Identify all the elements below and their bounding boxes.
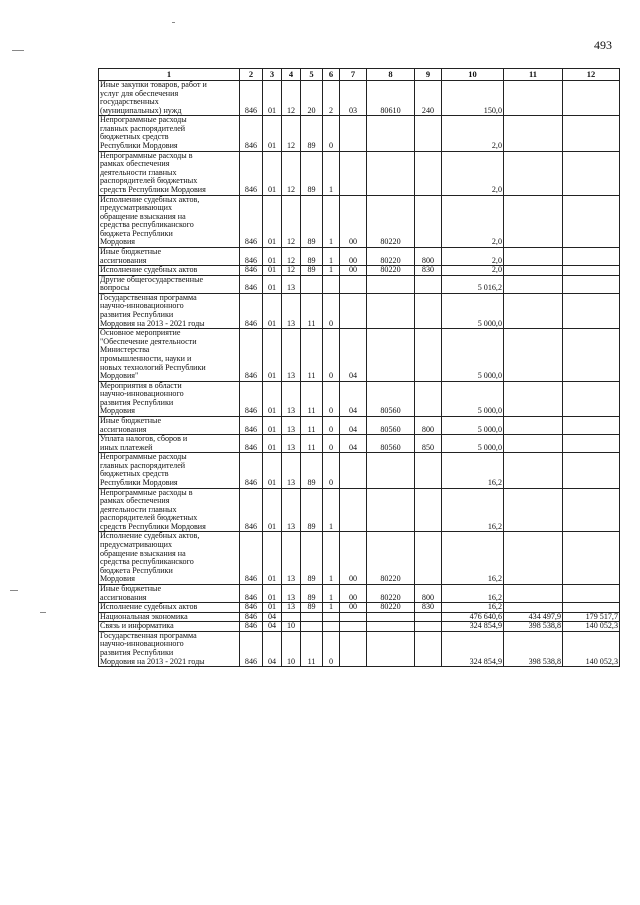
code-cell: 0 <box>323 116 340 151</box>
column-header: 4 <box>282 69 301 81</box>
row-name: Другие общегосударственные вопросы <box>99 275 240 293</box>
code-cell <box>282 612 301 622</box>
row-name: Иные бюджетные ассигнования <box>99 416 240 434</box>
amount-cell: 5 016,2 <box>442 275 504 293</box>
amount-cell: 434 497,9 <box>504 612 563 622</box>
code-cell: 00 <box>340 584 367 602</box>
table-row <box>99 622 620 632</box>
amount-cell <box>504 151 563 195</box>
scan-mark <box>12 50 24 51</box>
code-cell: 850 <box>415 435 442 453</box>
column-header: 10 <box>442 69 504 81</box>
code-cell: 846 <box>240 293 263 328</box>
code-cell: 01 <box>263 435 282 453</box>
code-cell: 846 <box>240 584 263 602</box>
code-cell: 80220 <box>367 584 415 602</box>
row-name: Исполнение судебных актов, предусматривающих обращение взыскания на средства республиканского бюджета Республики Мордовия <box>99 195 240 247</box>
amount-cell: 5 000,0 <box>442 381 504 416</box>
table-row <box>99 631 620 666</box>
code-cell <box>367 453 415 488</box>
table-body <box>99 81 620 667</box>
code-cell <box>415 453 442 488</box>
amount-cell <box>563 329 620 381</box>
code-cell: 80220 <box>367 195 415 247</box>
code-cell: 04 <box>340 435 367 453</box>
code-cell: 01 <box>263 329 282 381</box>
code-cell: 04 <box>263 622 282 632</box>
code-cell <box>340 275 367 293</box>
table-row <box>99 116 620 151</box>
code-cell: 80220 <box>367 532 415 584</box>
code-cell: 846 <box>240 116 263 151</box>
amount-cell: 2,0 <box>442 195 504 247</box>
amount-cell <box>504 247 563 265</box>
code-cell: 13 <box>282 488 301 532</box>
code-cell: 0 <box>323 453 340 488</box>
code-cell <box>415 532 442 584</box>
table-row <box>99 381 620 416</box>
code-cell: 80560 <box>367 435 415 453</box>
code-cell: 846 <box>240 195 263 247</box>
code-cell: 13 <box>282 381 301 416</box>
code-cell: 846 <box>240 435 263 453</box>
code-cell <box>340 116 367 151</box>
code-cell: 800 <box>415 247 442 265</box>
table-row <box>99 532 620 584</box>
code-cell: 846 <box>240 453 263 488</box>
code-cell: 01 <box>263 488 282 532</box>
code-cell: 89 <box>301 453 323 488</box>
code-cell: 89 <box>301 116 323 151</box>
amount-cell <box>504 584 563 602</box>
code-cell: 01 <box>263 603 282 613</box>
code-cell: 800 <box>415 416 442 434</box>
code-cell: 846 <box>240 266 263 276</box>
amount-cell: 2,0 <box>442 266 504 276</box>
code-cell: 01 <box>263 247 282 265</box>
code-cell <box>415 275 442 293</box>
amount-cell <box>563 435 620 453</box>
code-cell: 04 <box>263 631 282 666</box>
row-name: Исполнение судебных актов <box>99 266 240 276</box>
column-header: 8 <box>367 69 415 81</box>
code-cell: 89 <box>301 247 323 265</box>
code-cell: 830 <box>415 603 442 613</box>
amount-cell <box>563 275 620 293</box>
column-header: 2 <box>240 69 263 81</box>
code-cell <box>301 622 323 632</box>
row-name: Непрограммные расходы главных распорядителей бюджетных средств Республики Мордовия <box>99 453 240 488</box>
amount-cell <box>504 532 563 584</box>
table-row <box>99 453 620 488</box>
code-cell: 846 <box>240 151 263 195</box>
code-cell <box>367 293 415 328</box>
code-cell: 89 <box>301 195 323 247</box>
code-cell: 846 <box>240 81 263 116</box>
code-cell: 0 <box>323 631 340 666</box>
amount-cell <box>504 195 563 247</box>
amount-cell: 16,2 <box>442 453 504 488</box>
amount-cell: 140 052,3 <box>563 631 620 666</box>
code-cell: 1 <box>323 532 340 584</box>
table-row <box>99 612 620 622</box>
amount-cell <box>563 532 620 584</box>
amount-cell <box>563 453 620 488</box>
code-cell: 11 <box>301 435 323 453</box>
amount-cell: 2,0 <box>442 247 504 265</box>
code-cell: 1 <box>323 247 340 265</box>
table-row <box>99 435 620 453</box>
table-row <box>99 603 620 613</box>
page-number: 493 <box>594 38 612 52</box>
amount-cell <box>504 453 563 488</box>
code-cell <box>415 381 442 416</box>
code-cell: 13 <box>282 532 301 584</box>
code-cell: 00 <box>340 532 367 584</box>
code-cell <box>323 622 340 632</box>
amount-cell: 324 854,9 <box>442 631 504 666</box>
code-cell: 01 <box>263 81 282 116</box>
table-row <box>99 81 620 116</box>
row-name: Национальная экономика <box>99 612 240 622</box>
code-cell: 80560 <box>367 381 415 416</box>
table-row <box>99 488 620 532</box>
code-cell: 04 <box>340 381 367 416</box>
code-cell <box>367 622 415 632</box>
code-cell: 04 <box>340 329 367 381</box>
code-cell: 80560 <box>367 416 415 434</box>
code-cell: 01 <box>263 116 282 151</box>
code-cell <box>340 631 367 666</box>
code-cell <box>367 631 415 666</box>
column-header: 7 <box>340 69 367 81</box>
amount-cell: 140 052,3 <box>563 622 620 632</box>
code-cell <box>415 151 442 195</box>
amount-cell <box>504 488 563 532</box>
row-name: Государственная программа научно-инновационного развития Республики Мордовия на 2013 - 2021 годы <box>99 631 240 666</box>
code-cell: 12 <box>282 247 301 265</box>
code-cell: 830 <box>415 266 442 276</box>
code-cell <box>367 329 415 381</box>
amount-cell: 16,2 <box>442 488 504 532</box>
code-cell <box>367 151 415 195</box>
amount-cell <box>504 603 563 613</box>
code-cell <box>415 329 442 381</box>
row-name: Государственная программа научно-инновационного развития Республики Мордовия на 2013 - 2021 годы <box>99 293 240 328</box>
code-cell: 11 <box>301 416 323 434</box>
amount-cell <box>504 435 563 453</box>
code-cell: 01 <box>263 293 282 328</box>
code-cell: 89 <box>301 603 323 613</box>
amount-cell <box>504 381 563 416</box>
code-cell: 846 <box>240 612 263 622</box>
code-cell: 1 <box>323 603 340 613</box>
code-cell: 846 <box>240 622 263 632</box>
amount-cell <box>563 116 620 151</box>
amount-cell: 476 640,6 <box>442 612 504 622</box>
amount-cell <box>504 116 563 151</box>
code-cell: 846 <box>240 631 263 666</box>
code-cell <box>340 612 367 622</box>
code-cell: 13 <box>282 275 301 293</box>
amount-cell <box>563 381 620 416</box>
amount-cell: 5 000,0 <box>442 293 504 328</box>
table-row <box>99 275 620 293</box>
code-cell <box>415 116 442 151</box>
code-cell: 0 <box>323 293 340 328</box>
code-cell <box>415 612 442 622</box>
code-cell: 0 <box>323 329 340 381</box>
header-row <box>99 69 620 81</box>
column-header: 12 <box>563 69 620 81</box>
code-cell: 03 <box>340 81 367 116</box>
row-name: Непрограммные расходы в рамках обеспечения деятельности главных распорядителей бюджетных средств Республики Мордовия <box>99 151 240 195</box>
code-cell: 0 <box>323 416 340 434</box>
code-cell: 846 <box>240 603 263 613</box>
row-name: Непрограммные расходы в рамках обеспечения деятельности главных распорядителей бюджетных средств Республики Мордовия <box>99 488 240 532</box>
code-cell: 846 <box>240 275 263 293</box>
amount-cell <box>563 584 620 602</box>
code-cell: 13 <box>282 584 301 602</box>
code-cell: 80220 <box>367 247 415 265</box>
column-header: 3 <box>263 69 282 81</box>
code-cell <box>415 488 442 532</box>
code-cell: 13 <box>282 603 301 613</box>
amount-cell <box>563 81 620 116</box>
code-cell <box>301 275 323 293</box>
code-cell: 01 <box>263 532 282 584</box>
amount-cell: 2,0 <box>442 116 504 151</box>
table-row <box>99 584 620 602</box>
code-cell: 01 <box>263 416 282 434</box>
amount-cell: 16,2 <box>442 603 504 613</box>
code-cell: 20 <box>301 81 323 116</box>
table-row <box>99 195 620 247</box>
code-cell: 00 <box>340 247 367 265</box>
code-cell: 80610 <box>367 81 415 116</box>
column-header: 5 <box>301 69 323 81</box>
code-cell <box>415 293 442 328</box>
code-cell <box>323 275 340 293</box>
code-cell <box>340 151 367 195</box>
code-cell: 846 <box>240 532 263 584</box>
row-name: Иные закупки товаров, работ и услуг для обеспечения государственных (муниципальных) нужд <box>99 81 240 116</box>
code-cell: 04 <box>263 612 282 622</box>
amount-cell <box>504 266 563 276</box>
code-cell: 01 <box>263 151 282 195</box>
code-cell <box>367 116 415 151</box>
code-cell: 11 <box>301 381 323 416</box>
code-cell: 12 <box>282 266 301 276</box>
code-cell: 0 <box>323 381 340 416</box>
code-cell: 846 <box>240 247 263 265</box>
amount-cell <box>504 416 563 434</box>
code-cell: 240 <box>415 81 442 116</box>
row-name: Исполнение судебных актов <box>99 603 240 613</box>
row-name: Исполнение судебных актов, предусматривающих обращение взыскания на средства республиканского бюджета Республики Мордовия <box>99 532 240 584</box>
table-row <box>99 151 620 195</box>
scan-mark <box>172 22 175 23</box>
amount-cell <box>563 151 620 195</box>
budget-table <box>98 68 620 667</box>
code-cell <box>415 195 442 247</box>
table-row <box>99 416 620 434</box>
amount-cell <box>563 293 620 328</box>
code-cell: 1 <box>323 584 340 602</box>
code-cell: 846 <box>240 488 263 532</box>
amount-cell <box>504 293 563 328</box>
amount-cell <box>563 195 620 247</box>
code-cell: 13 <box>282 416 301 434</box>
row-name: Иные бюджетные ассигнования <box>99 247 240 265</box>
scan-mark <box>10 590 18 591</box>
code-cell <box>415 622 442 632</box>
code-cell <box>340 622 367 632</box>
amount-cell <box>563 247 620 265</box>
row-name: Уплата налогов, сборов и иных платежей <box>99 435 240 453</box>
code-cell: 11 <box>301 293 323 328</box>
amount-cell <box>563 488 620 532</box>
row-name: Мероприятия в области научно-инновационного развития Республики Мордовия <box>99 381 240 416</box>
code-cell: 10 <box>282 631 301 666</box>
column-header: 11 <box>504 69 563 81</box>
table-row <box>99 329 620 381</box>
code-cell: 01 <box>263 275 282 293</box>
amount-cell: 16,2 <box>442 532 504 584</box>
code-cell: 12 <box>282 195 301 247</box>
code-cell: 11 <box>301 631 323 666</box>
amount-cell: 5 000,0 <box>442 435 504 453</box>
code-cell: 80220 <box>367 266 415 276</box>
code-cell: 13 <box>282 293 301 328</box>
code-cell: 846 <box>240 381 263 416</box>
code-cell: 1 <box>323 195 340 247</box>
scan-mark <box>40 612 46 613</box>
code-cell: 0 <box>323 435 340 453</box>
code-cell: 89 <box>301 488 323 532</box>
code-cell <box>340 293 367 328</box>
amount-cell <box>563 266 620 276</box>
code-cell: 89 <box>301 584 323 602</box>
amount-cell <box>504 81 563 116</box>
code-cell: 13 <box>282 329 301 381</box>
table-row <box>99 247 620 265</box>
code-cell: 00 <box>340 195 367 247</box>
amount-cell: 398 538,8 <box>504 631 563 666</box>
amount-cell: 5 000,0 <box>442 416 504 434</box>
code-cell <box>323 612 340 622</box>
code-cell <box>301 612 323 622</box>
code-cell: 89 <box>301 532 323 584</box>
amount-cell <box>504 275 563 293</box>
code-cell: 10 <box>282 622 301 632</box>
code-cell: 01 <box>263 584 282 602</box>
code-cell: 846 <box>240 329 263 381</box>
code-cell: 01 <box>263 266 282 276</box>
column-header: 6 <box>323 69 340 81</box>
code-cell: 01 <box>263 195 282 247</box>
code-cell: 01 <box>263 453 282 488</box>
amount-cell: 179 517,7 <box>563 612 620 622</box>
amount-cell: 2,0 <box>442 151 504 195</box>
amount-cell: 150,0 <box>442 81 504 116</box>
code-cell: 13 <box>282 435 301 453</box>
amount-cell: 16,2 <box>442 584 504 602</box>
code-cell: 89 <box>301 266 323 276</box>
code-cell: 01 <box>263 381 282 416</box>
column-header: 1 <box>99 69 240 81</box>
code-cell <box>340 488 367 532</box>
amount-cell: 324 854,9 <box>442 622 504 632</box>
code-cell: 12 <box>282 151 301 195</box>
code-cell: 89 <box>301 151 323 195</box>
amount-cell <box>504 329 563 381</box>
code-cell: 1 <box>323 151 340 195</box>
code-cell: 12 <box>282 81 301 116</box>
code-cell: 11 <box>301 329 323 381</box>
row-name: Связь и информатика <box>99 622 240 632</box>
code-cell: 1 <box>323 488 340 532</box>
code-cell <box>367 488 415 532</box>
amount-cell <box>563 603 620 613</box>
code-cell: 12 <box>282 116 301 151</box>
code-cell <box>367 612 415 622</box>
code-cell: 00 <box>340 266 367 276</box>
code-cell: 13 <box>282 453 301 488</box>
column-header: 9 <box>415 69 442 81</box>
amount-cell: 398 538,8 <box>504 622 563 632</box>
code-cell: 00 <box>340 603 367 613</box>
code-cell: 80220 <box>367 603 415 613</box>
row-name: Основное мероприятие "Обеспечение деятельности Министерства промышленности, науки и новых технологий Республики Мордовия" <box>99 329 240 381</box>
table-row <box>99 266 620 276</box>
code-cell <box>415 631 442 666</box>
code-cell: 846 <box>240 416 263 434</box>
code-cell: 800 <box>415 584 442 602</box>
row-name: Непрограммные расходы главных распорядителей бюджетных средств Республики Мордовия <box>99 116 240 151</box>
code-cell <box>340 453 367 488</box>
amount-cell <box>563 416 620 434</box>
amount-cell: 5 000,0 <box>442 329 504 381</box>
code-cell: 04 <box>340 416 367 434</box>
code-cell: 2 <box>323 81 340 116</box>
code-cell: 1 <box>323 266 340 276</box>
row-name: Иные бюджетные ассигнования <box>99 584 240 602</box>
table-row <box>99 293 620 328</box>
code-cell <box>367 275 415 293</box>
